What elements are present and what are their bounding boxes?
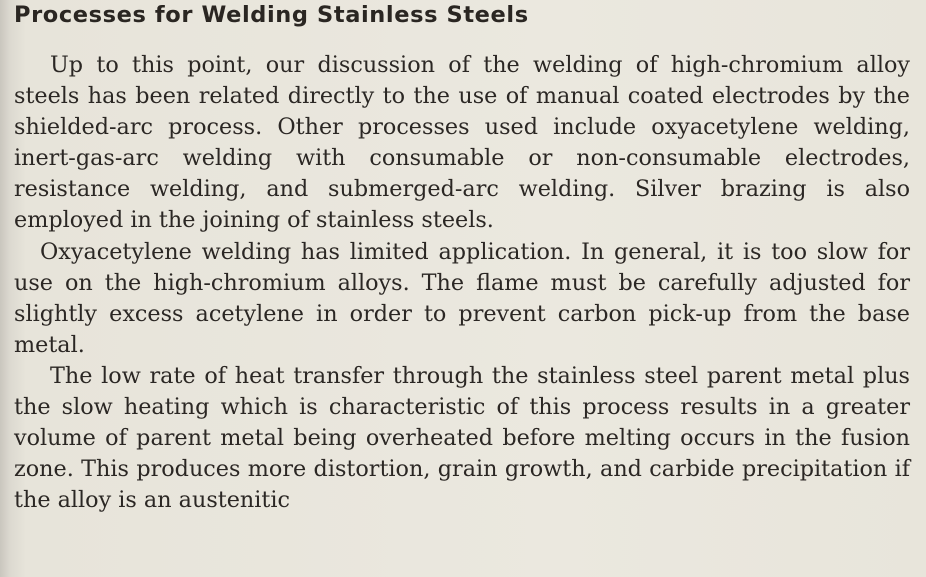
section-heading: Processes for Welding Stainless Steels bbox=[14, 2, 529, 28]
paragraph-intro: Up to this point, our discussion of the welding of high-chromium alloy steels has been related directly to the use of manual coated electrodes by the shielded-arc process. Other processes used include oxyacetylene welding, inert-gas-arc welding with consumable or non-consumable electrodes, resistance welding, and submerged-arc welding. Silver brazing is also employed in the joining of stainless steels. bbox=[14, 52, 910, 234]
paragraph-heat-transfer: The low rate of heat transfer through the stainless steel parent metal plus the slow heating which is characteristic of this process results in a greater volume of parent metal being overheated before melting occurs in the fusion zone. This produces more distortion, grain growth, and carbide precipitation if the alloy is an austenitic bbox=[14, 362, 910, 514]
paragraph-oxyacetylene: Oxyacetylene welding has limited application. In general, it is too slow for use on the high-chromium alloys. The flame must be carefully adjusted for slightly excess acetylene in order to prevent carbon pick-up from the base metal. bbox=[14, 238, 910, 358]
body-text bbox=[14, 50, 910, 516]
